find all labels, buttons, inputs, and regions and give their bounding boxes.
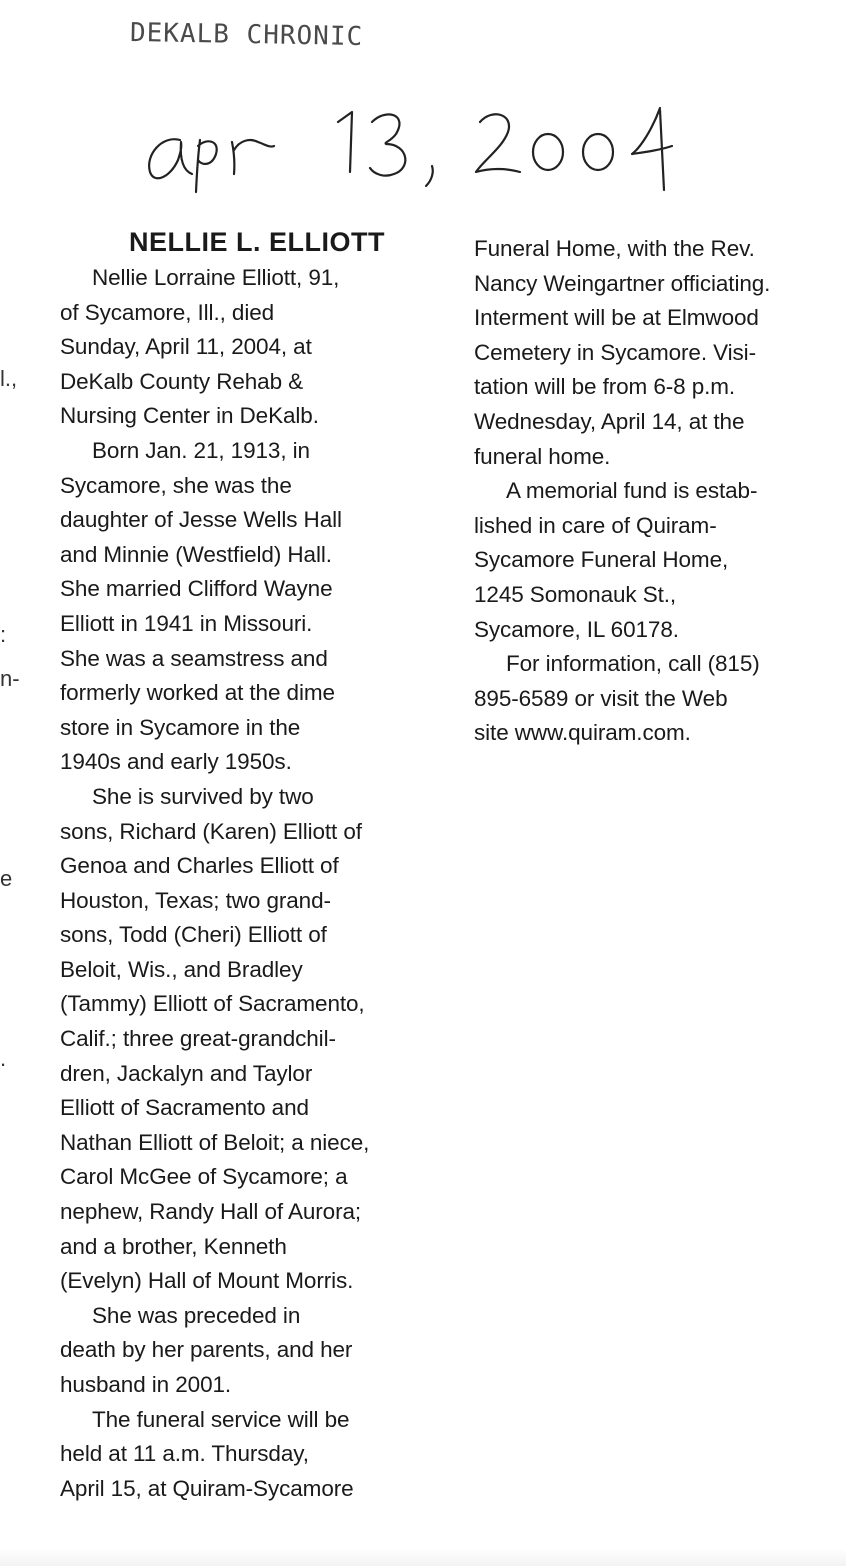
text-line: sons, Richard (Karen) Elliott of	[60, 818, 362, 844]
text-line: of Sycamore, Ill., died	[60, 299, 275, 325]
text-line: site www.quiram.com.	[474, 720, 691, 746]
text-line: April 15, at Quiram-Sycamore	[60, 1475, 354, 1501]
text-line: She married Clifford Wayne	[60, 576, 333, 602]
text-line: Nathan Elliott of Beloit; a niece,	[60, 1129, 370, 1155]
text-line: Carol McGee of Sycamore; a	[60, 1164, 348, 1190]
left-column-text	[60, 261, 440, 1506]
text-line: dren, Jackalyn and Taylor	[60, 1060, 313, 1086]
text-line: formerly worked at the dime	[60, 680, 335, 706]
text-line: store in Sycamore in the	[60, 714, 301, 740]
text-line: Born Jan. 21, 1913, in	[92, 437, 310, 463]
text-line: sons, Todd (Cheri) Elliott of	[60, 922, 327, 948]
newspaper-stamp: DEKALB CHRONIC	[129, 17, 364, 53]
fragment-text: .	[0, 1046, 7, 1071]
text-line: held at 11 a.m. Thursday,	[60, 1441, 309, 1467]
text-line: DeKalb County Rehab &	[60, 368, 304, 394]
text-line: Funeral Home, with the Rev.	[474, 236, 755, 261]
text-line: 895-6589 or visit the Web	[474, 685, 728, 711]
text-line: Sycamore, she was the	[60, 472, 292, 498]
text-line: Nancy Weingartner officiating.	[474, 270, 771, 296]
text-line: For information, call (815)	[506, 651, 760, 677]
text-line: Genoa and Charles Elliott of	[60, 853, 339, 879]
text-line: Cemetery in Sycamore. Visi-	[474, 339, 756, 365]
text-line: She was a seamstress and	[60, 645, 328, 671]
obituary-column-right	[474, 232, 846, 751]
text-line: (Evelyn) Hall of Mount Morris.	[60, 1268, 354, 1294]
text-line: Sycamore Funeral Home,	[474, 547, 729, 573]
fragment-text: :	[0, 622, 7, 647]
text-line: nephew, Randy Hall of Aurora;	[60, 1199, 362, 1225]
text-line: 1940s and early 1950s.	[60, 749, 292, 775]
text-line: Elliott of Sacramento and	[60, 1095, 309, 1121]
text-line: She is survived by two	[92, 783, 314, 809]
text-line: A memorial fund is estab-	[506, 478, 758, 504]
text-line: Houston, Texas; two grand-	[60, 887, 331, 913]
fragment-text: l.,	[0, 366, 18, 391]
text-line: Sunday, April 11, 2004, at	[60, 334, 312, 360]
fragment-text: e	[0, 866, 13, 891]
text-line: 1245 Somonauk St.,	[474, 581, 677, 607]
text-line: Sycamore, IL 60178.	[474, 616, 679, 642]
text-line: death by her parents, and her	[60, 1337, 353, 1363]
text-line: daughter of Jesse Wells Hall	[60, 507, 342, 533]
text-line: and a brother, Kenneth	[60, 1233, 287, 1259]
text-line: and Minnie (Westfield) Hall.	[60, 541, 332, 567]
text-line: Nellie Lorraine Elliott, 91,	[92, 265, 340, 290]
handwritten-date	[140, 100, 680, 195]
obituary-column-left	[60, 224, 440, 1506]
text-line: Elliott in 1941 in Missouri.	[60, 610, 313, 636]
text-line: Wednesday, April 14, at the	[474, 408, 745, 434]
text-line: lished in care of Quiram-	[474, 512, 717, 538]
text-line: She was preceded in	[92, 1302, 301, 1328]
page-bottom-edge	[0, 1548, 846, 1566]
obituary-headline: NELLIE L. ELLIOTT	[129, 227, 385, 257]
text-line: tation will be from 6-8 p.m.	[474, 374, 736, 400]
text-line: husband in 2001.	[60, 1372, 232, 1397]
text-line: Interment will be at Elmwood	[474, 305, 759, 331]
text-line: Calif.; three great-grandchil-	[60, 1026, 336, 1052]
text-line: Nursing Center in DeKalb.	[60, 403, 319, 429]
right-column-text	[474, 232, 846, 751]
fragment-text: n-	[0, 666, 20, 691]
text-line: (Tammy) Elliott of Sacramento,	[60, 991, 365, 1017]
text-line: The funeral service will be	[92, 1406, 350, 1432]
text-line: Beloit, Wis., and Bradley	[60, 956, 303, 982]
adjacent-clipping-fragments	[0, 0, 30, 1566]
text-line: funeral home.	[474, 443, 611, 469]
